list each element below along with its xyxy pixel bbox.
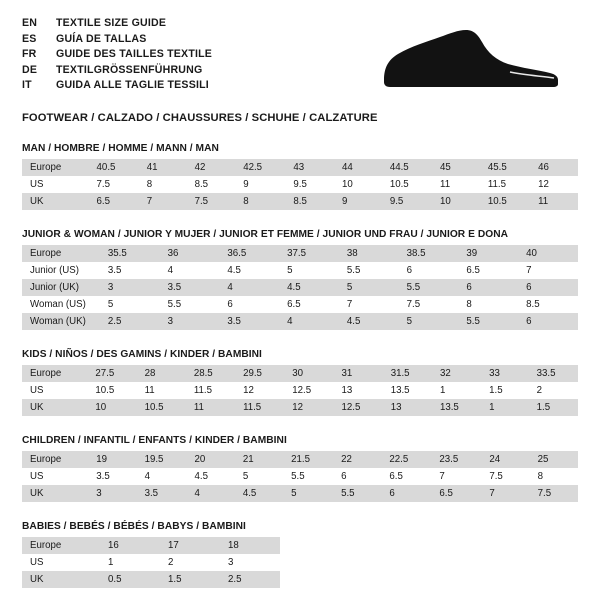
- row-label: Europe: [22, 159, 89, 176]
- size-table: [22, 365, 578, 416]
- cell: 1.5: [160, 571, 220, 588]
- cell: 2: [160, 554, 220, 571]
- cell: 4: [187, 485, 235, 502]
- cell: 29.5: [235, 365, 284, 382]
- table-row: [22, 313, 578, 330]
- cell: 12: [284, 399, 333, 416]
- cell: 7.5: [530, 485, 578, 502]
- cell: 11.5: [480, 176, 530, 193]
- cell: 22: [333, 451, 381, 468]
- cell: 22.5: [381, 451, 431, 468]
- cell: 11: [530, 193, 578, 210]
- table-row: [22, 382, 578, 399]
- cell: 46: [530, 159, 578, 176]
- size-block-man: [22, 143, 578, 210]
- size-table: [22, 451, 578, 502]
- cell: 1: [100, 554, 160, 571]
- cell: 35.5: [100, 245, 160, 262]
- cell: 6.5: [458, 262, 518, 279]
- cell: 5: [399, 313, 459, 330]
- cell: 12.5: [284, 382, 333, 399]
- cell: 7.5: [89, 176, 139, 193]
- size-block-babies: [22, 521, 578, 588]
- table-row: [22, 485, 578, 502]
- cell: 12: [235, 382, 284, 399]
- size-table: [22, 537, 280, 588]
- cell: 28.5: [186, 365, 235, 382]
- cell: 3: [88, 485, 136, 502]
- cell: 6: [333, 468, 381, 485]
- table-row: [22, 193, 578, 210]
- cell: 23.5: [431, 451, 481, 468]
- cell: 10: [432, 193, 480, 210]
- cell: 11.5: [235, 399, 284, 416]
- cell: 36.5: [219, 245, 279, 262]
- cell: 10.5: [382, 176, 432, 193]
- language-code: IT: [22, 79, 32, 91]
- table-row: [22, 571, 280, 588]
- cell: 10.5: [480, 193, 530, 210]
- cell: 9.5: [285, 176, 334, 193]
- cell: 30: [284, 365, 333, 382]
- table-row: [22, 399, 578, 416]
- row-label: Junior (US): [22, 262, 100, 279]
- size-block-junior-woman: [22, 229, 578, 330]
- cell: 3: [160, 313, 220, 330]
- cell: 45.5: [480, 159, 530, 176]
- row-label: US: [22, 468, 88, 485]
- language-code: DE: [22, 63, 38, 76]
- cell: 19: [88, 451, 136, 468]
- cell: 5.5: [458, 313, 518, 330]
- cell: 6.5: [381, 468, 431, 485]
- table-row: [22, 365, 578, 382]
- cell: 4.5: [339, 313, 399, 330]
- row-label: Europe: [22, 451, 88, 468]
- cell: 5.5: [283, 468, 333, 485]
- cell: 5: [235, 468, 283, 485]
- row-label: Europe: [22, 537, 100, 554]
- table-row: [22, 554, 280, 571]
- cell: 7: [518, 262, 578, 279]
- cell: 25: [530, 451, 578, 468]
- cell: 5: [339, 279, 399, 296]
- row-label: UK: [22, 193, 89, 210]
- cell: 4: [137, 468, 187, 485]
- row-label: UK: [22, 399, 87, 416]
- row-label: Europe: [22, 365, 87, 382]
- row-label: Woman (US): [22, 296, 100, 313]
- cell: 27.5: [87, 365, 136, 382]
- cell: 6: [219, 296, 279, 313]
- cell: 7: [481, 485, 529, 502]
- cell: 36: [160, 245, 220, 262]
- cell: 9: [235, 176, 285, 193]
- language-row: [22, 47, 212, 63]
- cell: 7: [339, 296, 399, 313]
- cell: 9.5: [382, 193, 432, 210]
- cell: 6.5: [279, 296, 339, 313]
- cell: 3.5: [100, 262, 160, 279]
- cell: 1.5: [529, 399, 578, 416]
- cell: 6.5: [89, 193, 139, 210]
- cell: 2.5: [220, 571, 280, 588]
- cell: 31.5: [383, 365, 432, 382]
- cell: 24: [481, 451, 529, 468]
- cell: 4.5: [187, 468, 235, 485]
- cell: 38.5: [399, 245, 459, 262]
- cell: 4.5: [219, 262, 279, 279]
- row-label: US: [22, 176, 89, 193]
- cell: 21.5: [283, 451, 333, 468]
- row-label: Junior (UK): [22, 279, 100, 296]
- cell: 28: [137, 365, 186, 382]
- language-row: [22, 32, 212, 48]
- cell: 5.5: [160, 296, 220, 313]
- cell: 32: [432, 365, 481, 382]
- cell: 20: [187, 451, 235, 468]
- cell: 6: [399, 262, 459, 279]
- cell: 5.5: [333, 485, 381, 502]
- cell: 4.5: [235, 485, 283, 502]
- cell: 44.5: [382, 159, 432, 176]
- language-list: [22, 16, 212, 94]
- language-title: GUIDA ALLE TAGLIE TESSILI: [56, 79, 209, 91]
- cell: 11.5: [186, 382, 235, 399]
- cell: 4: [160, 262, 220, 279]
- row-label: US: [22, 382, 87, 399]
- table-row: [22, 468, 578, 485]
- cell: 1: [432, 382, 481, 399]
- cell: 8.5: [187, 176, 236, 193]
- table-row: [22, 537, 280, 554]
- language-code: ES: [22, 32, 37, 45]
- row-label: Woman (UK): [22, 313, 100, 330]
- cell: 13: [383, 399, 432, 416]
- size-table: [22, 245, 578, 330]
- language-title: GUÍA DE TALLAS: [56, 32, 147, 45]
- cell: 8: [458, 296, 518, 313]
- language-row: [22, 63, 212, 79]
- cell: 40: [518, 245, 578, 262]
- cell: 6: [458, 279, 518, 296]
- cell: 16: [100, 537, 160, 554]
- cell: 8: [530, 468, 578, 485]
- cell: 17: [160, 537, 220, 554]
- size-table: [22, 159, 578, 210]
- cell: 42.5: [235, 159, 285, 176]
- cell: 6: [381, 485, 431, 502]
- cell: 0.5: [100, 571, 160, 588]
- cell: 3.5: [88, 468, 136, 485]
- row-label: US: [22, 554, 100, 571]
- language-title: GUIDE DES TAILLES TEXTILE: [56, 48, 213, 60]
- row-label: UK: [22, 485, 88, 502]
- cell: 10.5: [137, 399, 186, 416]
- cell: 3.5: [219, 313, 279, 330]
- cell: 1.5: [481, 382, 528, 399]
- language-code: EN: [22, 17, 38, 29]
- cell: 42: [187, 159, 236, 176]
- cell: 4.5: [279, 279, 339, 296]
- size-block-kids: [22, 349, 578, 416]
- cell: 5: [283, 485, 333, 502]
- dress-shoe-icon: [378, 28, 560, 95]
- table-row: [22, 279, 578, 296]
- cell: 44: [334, 159, 382, 176]
- cell: 5: [279, 262, 339, 279]
- cell: 4: [219, 279, 279, 296]
- language-title: TEXTILE SIZE GUIDE: [56, 17, 167, 29]
- language-code: FR: [22, 48, 37, 60]
- cell: 11: [186, 399, 235, 416]
- cell: 7: [431, 468, 481, 485]
- table-row: [22, 262, 578, 279]
- row-label: UK: [22, 571, 100, 588]
- table-row: [22, 176, 578, 193]
- cell: 6.5: [431, 485, 481, 502]
- cell: 10.5: [87, 382, 136, 399]
- cell: 41: [139, 159, 187, 176]
- cell: 10: [87, 399, 136, 416]
- block-title: CHILDREN / INFANTIL / ENFANTS / KINDER / BAMBINI: [22, 435, 287, 446]
- cell: 5.5: [339, 262, 399, 279]
- cell: 11: [432, 176, 480, 193]
- cell: 31: [334, 365, 383, 382]
- cell: 12: [530, 176, 578, 193]
- cell: 45: [432, 159, 480, 176]
- cell: 43: [285, 159, 334, 176]
- cell: 8: [235, 193, 285, 210]
- cell: 39: [458, 245, 518, 262]
- cell: 6: [518, 279, 578, 296]
- cell: 18: [220, 537, 280, 554]
- cell: 3: [100, 279, 160, 296]
- table-row: [22, 245, 578, 262]
- cell: 13.5: [432, 399, 481, 416]
- block-title: BABIES / BEBÉS / BÉBÉS / BABYS / BAMBINI: [22, 521, 246, 532]
- language-title: TEXTILGRÖSSENFÜHRUNG: [56, 63, 203, 76]
- table-row: [22, 159, 578, 176]
- block-title: KIDS / NIÑOS / DES GAMINS / KINDER / BAMBINI: [22, 349, 262, 360]
- cell: 8.5: [285, 193, 334, 210]
- cell: 12.5: [334, 399, 383, 416]
- cell: 6: [518, 313, 578, 330]
- cell: 9: [334, 193, 382, 210]
- cell: 3: [220, 554, 280, 571]
- cell: 10: [334, 176, 382, 193]
- cell: 2.5: [100, 313, 160, 330]
- table-row: [22, 296, 578, 313]
- cell: 7.5: [399, 296, 459, 313]
- cell: 3.5: [137, 485, 187, 502]
- cell: 7.5: [481, 468, 529, 485]
- cell: 8: [139, 176, 187, 193]
- cell: 19.5: [137, 451, 187, 468]
- cell: 7: [139, 193, 187, 210]
- cell: 33.5: [529, 365, 578, 382]
- table-row: [22, 451, 578, 468]
- cell: 40.5: [89, 159, 139, 176]
- cell: 13: [334, 382, 383, 399]
- cell: 13.5: [383, 382, 432, 399]
- cell: 38: [339, 245, 399, 262]
- language-row: [22, 78, 212, 94]
- language-row: [22, 16, 212, 32]
- cell: 33: [481, 365, 528, 382]
- size-block-children: [22, 435, 578, 502]
- row-label: Europe: [22, 245, 100, 262]
- cell: 11: [137, 382, 186, 399]
- cell: 2: [529, 382, 578, 399]
- page-title: FOOTWEAR / CALZADO / CHAUSSURES / SCHUHE / CALZATURE: [22, 112, 378, 124]
- cell: 8.5: [518, 296, 578, 313]
- block-title: JUNIOR & WOMAN / JUNIOR Y MUJER / JUNIOR ET FEMME / JUNIOR UND FRAU / JUNIOR E DONA: [22, 229, 509, 240]
- cell: 7.5: [187, 193, 236, 210]
- cell: 37.5: [279, 245, 339, 262]
- header: [22, 16, 578, 95]
- cell: 3.5: [160, 279, 220, 296]
- cell: 21: [235, 451, 283, 468]
- cell: 5: [100, 296, 160, 313]
- cell: 1: [481, 399, 528, 416]
- block-title: MAN / HOMBRE / HOMME / MANN / MAN: [22, 143, 219, 154]
- cell: 4: [279, 313, 339, 330]
- cell: 5.5: [399, 279, 459, 296]
